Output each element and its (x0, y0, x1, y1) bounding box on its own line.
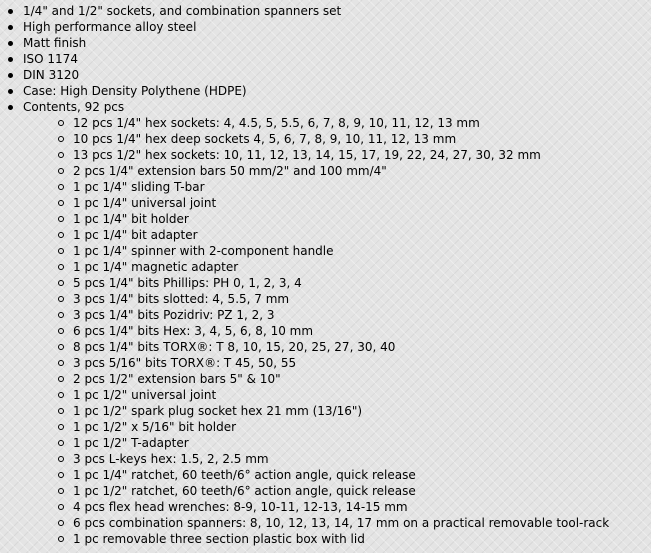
contents-item-text: 1 pc 1/4" spinner with 2-component handle (73, 244, 334, 258)
contents-list-item (0, 435, 651, 451)
feature-text: Case: High Density Polythene (HDPE) (23, 84, 247, 98)
contents-list-item (0, 451, 651, 467)
contents-item-text: 1 pc 1/2" spark plug socket hex 21 mm (13/16") (73, 404, 363, 418)
contents-list-item (0, 323, 651, 339)
contents-item (0, 99, 651, 547)
contents-list-item (0, 403, 651, 419)
contents-item-text: 10 pcs 1/4" hex deep sockets 4, 5, 6, 7, 8, 9, 10, 11, 12, 13 mm (73, 132, 457, 146)
feature-list (0, 3, 651, 547)
contents-list-item (0, 387, 651, 403)
contents-item-text: 4 pcs flex head wrenches: 8-9, 10-11, 12-13, 14-15 mm (73, 500, 408, 514)
feature-text: DIN 3120 (23, 68, 80, 82)
contents-list-item (0, 163, 651, 179)
contents-item-text: 1 pc 1/4" bit holder (73, 212, 189, 226)
contents-item-text: 1 pc 1/4" sliding T-bar (73, 180, 205, 194)
contents-list-item (0, 147, 651, 163)
contents-item-text: 3 pcs 5/16" bits TORX®: T 45, 50, 55 (73, 356, 297, 370)
contents-item-text: 6 pcs combination spanners: 8, 10, 12, 13, 14, 17 mm on a practical removable tool-rack (73, 516, 610, 530)
contents-item-text: 8 pcs 1/4" bits TORX®: T 8, 10, 15, 20, 25, 27, 30, 40 (73, 340, 396, 354)
contents-item-text: 6 pcs 1/4" bits Hex: 3, 4, 5, 6, 8, 10 mm (73, 324, 314, 338)
contents-list-item (0, 483, 651, 499)
contents-item-text: 1 pc 1/4" ratchet, 60 teeth/6° action angle, quick release (73, 468, 416, 482)
contents-item-text: 1 pc 1/2" x 5/16" bit holder (73, 420, 237, 434)
contents-item-text: 5 pcs 1/4" bits Phillips: PH 0, 1, 2, 3, 4 (73, 276, 302, 290)
contents-list-item (0, 115, 651, 131)
contents-list-item (0, 211, 651, 227)
contents-item-text: 1 pc 1/2" T-adapter (73, 436, 189, 450)
contents-list-item (0, 467, 651, 483)
contents-item-text: 1 pc 1/2" universal joint (73, 388, 217, 402)
contents-list-item (0, 307, 651, 323)
contents-list (23, 115, 651, 547)
contents-list-item (0, 259, 651, 275)
contents-list-item (0, 515, 651, 531)
contents-item-text: 1 pc 1/2" ratchet, 60 teeth/6° action angle, quick release (73, 484, 416, 498)
feature-text: 1/4" and 1/2" sockets, and combination spanners set (23, 4, 342, 18)
contents-item-text: 13 pcs 1/2" hex sockets: 10, 11, 12, 13, 14, 15, 17, 19, 22, 24, 27, 30, 32 mm (73, 148, 541, 162)
contents-list-item (0, 291, 651, 307)
contents-heading: Contents, 92 pcs (23, 100, 125, 114)
feature-item (0, 83, 651, 99)
contents-list-item (0, 419, 651, 435)
feature-item (0, 19, 651, 35)
contents-list-item (0, 227, 651, 243)
feature-text: High performance alloy steel (23, 20, 197, 34)
contents-item-text: 2 pcs 1/2" extension bars 5" & 10" (73, 372, 281, 386)
contents-item-text: 1 pc removable three section plastic box with lid (73, 532, 365, 546)
contents-list-item (0, 339, 651, 355)
contents-item-text: 1 pc 1/4" bit adapter (73, 228, 198, 242)
contents-item-text: 1 pc 1/4" magnetic adapter (73, 260, 239, 274)
feature-item (0, 3, 651, 19)
feature-item (0, 51, 651, 67)
feature-item (0, 35, 651, 51)
contents-item-text: 2 pcs 1/4" extension bars 50 mm/2" and 100 mm/4" (73, 164, 387, 178)
contents-list-item (0, 499, 651, 515)
feature-item (0, 67, 651, 83)
feature-text: ISO 1174 (23, 52, 78, 66)
contents-list-item (0, 131, 651, 147)
contents-item-text: 1 pc 1/4" universal joint (73, 196, 217, 210)
contents-item-text: 3 pcs 1/4" bits Pozidriv: PZ 1, 2, 3 (73, 308, 275, 322)
contents-list-item (0, 179, 651, 195)
contents-list-item (0, 531, 651, 547)
contents-list-item (0, 371, 651, 387)
contents-list-item (0, 195, 651, 211)
contents-item-text: 3 pcs 1/4" bits slotted: 4, 5.5, 7 mm (73, 292, 290, 306)
contents-list-item (0, 243, 651, 259)
contents-list-item (0, 275, 651, 291)
feature-text: Matt finish (23, 36, 87, 50)
contents-item-text: 12 pcs 1/4" hex sockets: 4, 4.5, 5, 5.5, 6, 7, 8, 9, 10, 11, 12, 13 mm (73, 116, 480, 130)
contents-list-item (0, 355, 651, 371)
contents-item-text: 3 pcs L-keys hex: 1.5, 2, 2.5 mm (73, 452, 269, 466)
